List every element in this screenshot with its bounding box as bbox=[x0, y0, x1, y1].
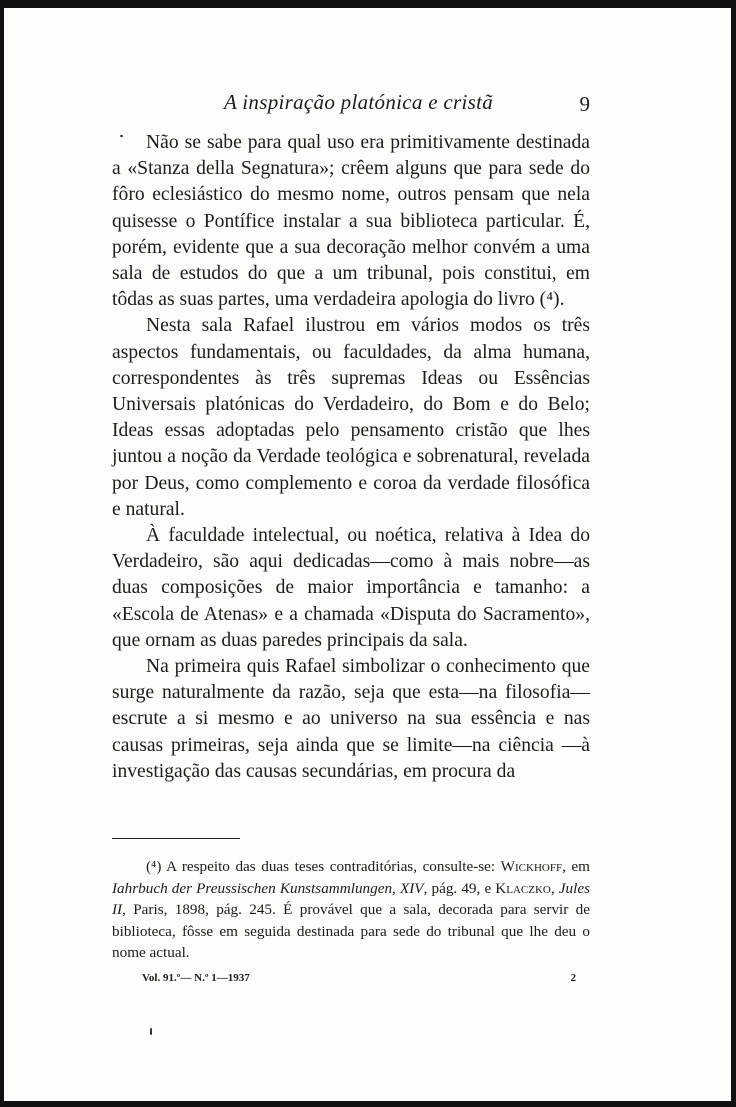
footnote bbox=[112, 856, 590, 964]
running-title: A inspiração platónica e cristã bbox=[224, 90, 494, 114]
footnote-divider bbox=[112, 838, 240, 839]
footnote-author-1: Wickhoff bbox=[500, 858, 563, 875]
footnote-text bbox=[112, 856, 590, 964]
footnote-reference[interactable]: (⁴) bbox=[539, 289, 560, 311]
running-head bbox=[112, 90, 590, 120]
paragraph-4: Na primeira quis Rafael simbolizar o conhecimento que surge naturalmente da razão, seja que esta—na filosofia—escrute a si mesmo e ao universo na sua essência e nas causas primeiras, seja ainda que se limite—na ciência —à investigação das causas secundárias, em procura da bbox=[112, 656, 590, 782]
footnote-part-3: , pág. 49, e bbox=[423, 879, 496, 897]
footnote-work-2: Jules II, bbox=[112, 879, 591, 919]
page-number: 9 bbox=[579, 92, 590, 116]
footnote-marker: (⁴) bbox=[146, 858, 162, 875]
paragraph-2: Nesta sala Rafael ilustrou em vários modos os três aspectos fundamentais, ou faculdades, da alma humana, correspondentes às três supremas Ideas ou Essências Universais platónicas do Verdadeiro, do Bom e do Belo; Ideas essas adoptadas pelo pensamento cristão que lhes juntou a noção da Verdade teológica e sobrenatural, revelada por Deus, como complemento e coroa da verdade filosófica e natural. bbox=[112, 315, 590, 520]
scan-speck bbox=[120, 135, 123, 137]
body-text bbox=[112, 130, 590, 785]
footnote-part-4: , bbox=[550, 879, 559, 897]
footnote-work-1: Iahrbuch der Preussischen Kunstsammlungen, XIV bbox=[112, 879, 424, 897]
volume-line: Vol. 91.º— N.º 1—1937 bbox=[142, 972, 250, 984]
paragraph-1-end: . bbox=[559, 289, 565, 311]
page-footer bbox=[142, 972, 576, 988]
paragraph-1-text: Não se sabe para qual uso era primitivamente destinada a «Stanza della Segnatura»; crêem alguns que para sede do fôro eclesiástico do mesmo nome, outros pensam que nela quisesse o Pontífice instalar a sua biblioteca particular. É, porém, evidente que a sua decoração melhor convém a uma sala de estudos do que a um tribunal, pois constitui, em tôdas as suas partes, uma verdadeira apologia do livro bbox=[112, 132, 590, 311]
paragraph-3: À faculdade intelectual, ou noética, relativa à Idea do Verdadeiro, são aqui dedicadas—como à mais nobre—as duas composições de maior importância e tamanho: a «Escola de Atenas» e a chamada «Disputa do Sacramento», que ornam as duas paredes principais da sala. bbox=[112, 525, 590, 651]
footnote-part-1: A respeito das duas teses contraditórias, consulte-se: bbox=[161, 858, 501, 875]
scan-speck bbox=[150, 1028, 152, 1035]
paragraph-1 bbox=[112, 130, 590, 313]
footnote-author-2: Klaczko bbox=[495, 879, 551, 897]
footnote-part-5: Paris, 1898, pág. 245. É provável que a sala, decorada para servir de biblioteca, fôsse em seguida destinada para sede do tribunal que lhe deu o nome actual. bbox=[112, 901, 590, 962]
signature-mark: 2 bbox=[570, 972, 576, 984]
footnote-part-2: , em bbox=[562, 858, 590, 875]
